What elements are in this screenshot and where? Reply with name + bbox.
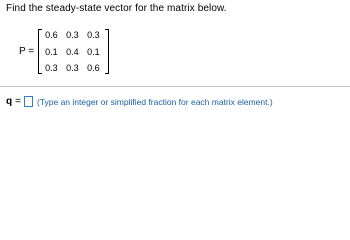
matrix-cell: 0.3 [66,30,79,40]
matrix-cell: 0.3 [87,30,100,40]
answer-equals-sign: = [15,96,21,107]
matrix-equation [19,29,109,74]
matrix-cell: 0.3 [45,63,58,73]
matrix-cell: 0.6 [45,30,58,40]
matrix-cell: 0.6 [87,63,100,73]
question-text: Find the steady-state vector for the matrix below. [6,3,227,14]
matrix-p [38,29,109,74]
answer-input-box[interactable] [24,96,33,107]
section-divider [0,86,350,87]
matrix-row [45,29,102,41]
answer-row [6,96,273,107]
answer-variable-label: q [6,96,13,107]
matrix-row [45,62,102,74]
matrix-cell: 0.1 [45,46,58,57]
matrix-cell: 0.3 [66,63,79,73]
matrix-cell: 0.1 [87,46,100,57]
matrix-row [45,46,102,58]
matrix-label: P = [19,46,35,57]
matrix-cell: 0.4 [66,46,79,57]
answer-hint: (Type an integer or simplified fraction for each matrix element.) [36,96,273,107]
